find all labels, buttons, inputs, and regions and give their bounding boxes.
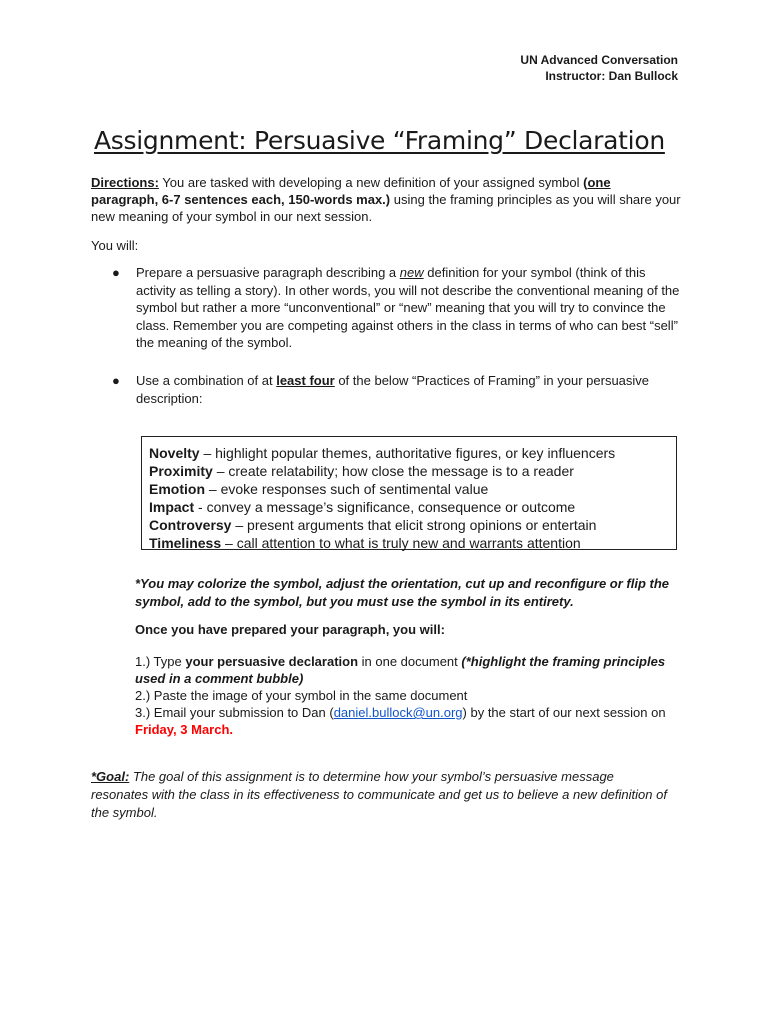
bullet-text bbox=[136, 264, 682, 352]
directions-paren: ( bbox=[583, 175, 588, 190]
step-1-mid: in one document bbox=[358, 654, 462, 669]
steps-list bbox=[135, 653, 675, 738]
directions-constraints: paragraph, 6-7 sentences each, 150-words max.) bbox=[91, 192, 391, 207]
assignment-title: Assignment: Persuasive “Framing” Declaration bbox=[94, 126, 665, 155]
bullet-icon: ● bbox=[112, 265, 120, 280]
practice-term: Impact bbox=[149, 499, 195, 515]
step-1 bbox=[135, 653, 675, 687]
framing-practice-row bbox=[149, 534, 676, 552]
goal-paragraph bbox=[91, 768, 671, 822]
bullet-item bbox=[112, 264, 682, 352]
practice-desc: – evoke responses such of sentimental value bbox=[205, 481, 489, 497]
framing-practice-row bbox=[149, 498, 676, 516]
practice-term: Emotion bbox=[149, 481, 205, 497]
bullet-pre: Prepare a persuasive paragraph describing a bbox=[136, 265, 400, 280]
step-3-post: ) by the start of our next session on bbox=[462, 705, 666, 720]
step-3-pre: 3.) Email your submission to Dan ( bbox=[135, 705, 334, 720]
practice-desc: - convey a message’s significance, consequence or outcome bbox=[194, 499, 576, 515]
framing-practice-row bbox=[149, 444, 676, 462]
practice-term: Controversy bbox=[149, 517, 232, 533]
step-1-highlight-note: (*highlight the framing principles used in a comment bubble) bbox=[135, 654, 666, 686]
framing-practice-row bbox=[149, 462, 676, 480]
practice-desc: – highlight popular themes, authoritative figures, or key influencers bbox=[199, 445, 616, 461]
directions-label: Directions: bbox=[91, 175, 159, 190]
practice-term: Timeliness bbox=[149, 535, 222, 551]
symbol-note: *You may colorize the symbol, adjust the orientation, cut up and reconfigure or flip the symbol, add to the symbol, but you must use the symbol in its entirety. bbox=[135, 576, 670, 609]
you-will-label: You will: bbox=[91, 238, 139, 253]
bullet-post: definition for your symbol (think of this activity as telling a story). In other words, you will not describe the conventional meaning of the symbol but rather a more “unconventional” or “new” meaning that you will try to convince the class. Remember you are competing against others in the class in terms of who can best “sell” the meaning of the symbol. bbox=[136, 265, 680, 350]
practice-desc: – present arguments that elicit strong opinions or entertain bbox=[231, 517, 597, 533]
bullet-pre: Use a combination of at bbox=[136, 373, 277, 388]
email-link[interactable]: daniel.bullock@un.org bbox=[333, 705, 463, 720]
practice-term: Proximity bbox=[149, 463, 213, 479]
directions-text-2: using the framing principles as you will share your new meaning of your symbol in our next session. bbox=[91, 192, 681, 224]
practice-term: Novelty bbox=[149, 445, 200, 461]
bullet-item bbox=[112, 372, 682, 407]
practice-desc: – call attention to what is truly new and warrants attention bbox=[221, 535, 581, 551]
framing-practice-row bbox=[149, 480, 676, 498]
practice-desc: – create relatability; how close the message is to a reader bbox=[212, 463, 574, 479]
step-1-bold: your persuasive declaration bbox=[185, 654, 359, 669]
step-3 bbox=[135, 704, 675, 738]
bullet-post: of the below “Practices of Framing” in your persuasive description: bbox=[136, 373, 650, 406]
instructor-name: Instructor: Dan Bullock bbox=[545, 69, 678, 83]
course-name: UN Advanced Conversation bbox=[520, 53, 678, 67]
goal-text: The goal of this assignment is to determine how your symbol’s persuasive message resonates with the class in its effectiveness to communicate and get us to believe a new definition of the symbol. bbox=[91, 769, 667, 820]
directions-text-1: You are tasked with developing a new definition of your assigned symbol bbox=[158, 175, 584, 190]
document-header bbox=[520, 52, 678, 84]
framing-practices-box bbox=[141, 436, 677, 550]
bullet-text bbox=[136, 372, 682, 407]
directions-one: one bbox=[587, 175, 611, 190]
once-prepared-heading: Once you have prepared your paragraph, you will: bbox=[135, 622, 445, 637]
step-2: 2.) Paste the image of your symbol in the same document bbox=[135, 688, 468, 703]
bullet-emphasis: new bbox=[399, 265, 424, 280]
framing-practice-row bbox=[149, 516, 676, 534]
directions-paragraph bbox=[91, 174, 681, 225]
step-1-pre: 1.) Type bbox=[135, 654, 186, 669]
goal-label: *Goal: bbox=[91, 769, 130, 784]
bullet-emphasis: least four bbox=[276, 373, 335, 388]
deadline-date: Friday, 3 March. bbox=[135, 722, 234, 737]
bullet-icon: ● bbox=[112, 373, 120, 388]
